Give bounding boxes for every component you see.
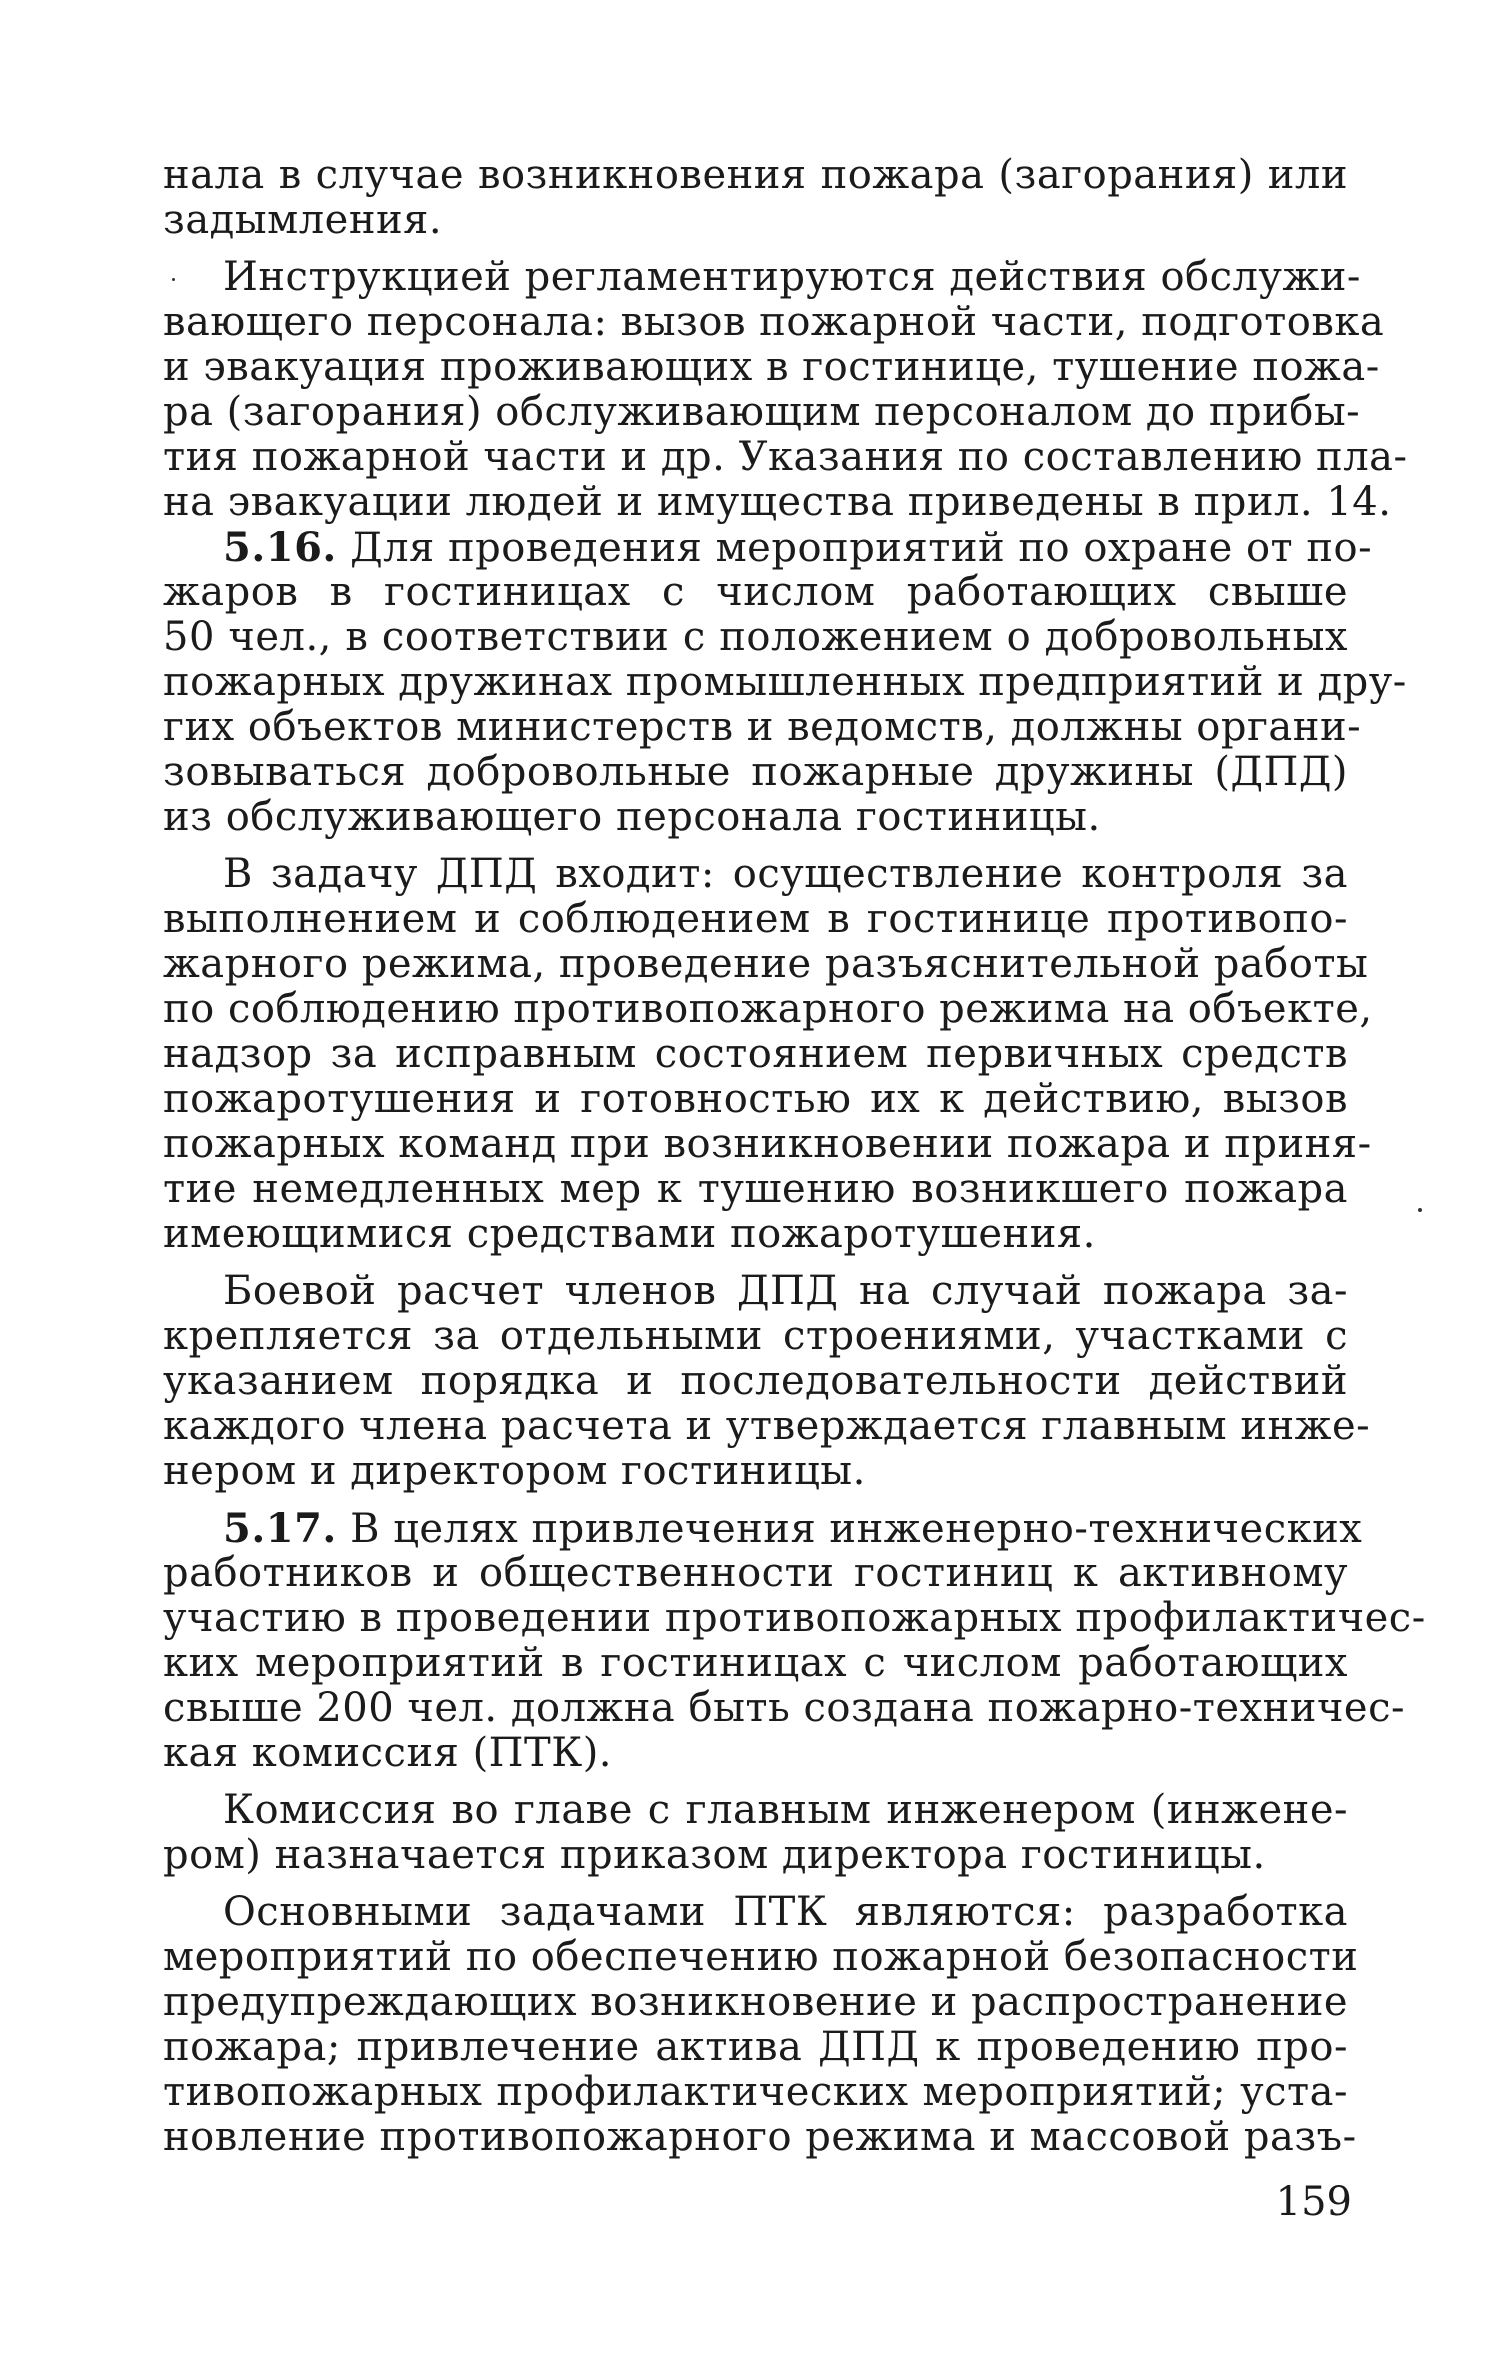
text-line: пожаротушения и готовностью их к действию, вызов: [163, 1076, 1348, 1122]
text-line: имеющимися средствами пожаротушения.: [163, 1211, 1096, 1257]
text-line: указанием порядка и последовательности действий: [163, 1358, 1348, 1404]
text-line: пожарных дружинах промышленных предприятий и дру-: [163, 659, 1407, 705]
text-line: Боевой расчет членов ДПД на случай пожара за-: [223, 1268, 1348, 1314]
page-number: 159: [1275, 2179, 1352, 2225]
text-line: кая комиссия (ПТК).: [163, 1730, 613, 1776]
section-5-16-first-line: [163, 524, 1373, 571]
text-line: работников и общественности гостиниц к активному: [163, 1550, 1348, 1596]
text-line: тия пожарной части и др. Указания по составлению пла-: [163, 434, 1408, 480]
text-line: задымления.: [163, 197, 443, 243]
text-line: гих объектов министерств и ведомств, должны органи-: [163, 704, 1362, 750]
text-line: зовываться добровольные пожарные дружины (ДПД): [163, 749, 1348, 795]
text-line: ром) назначается приказом директора гостиницы.: [163, 1832, 1266, 1878]
text-line: нала в случае возникновения пожара (загорания) или: [163, 152, 1348, 198]
text-line: Основными задачами ПТК являются: разработка: [223, 1889, 1348, 1935]
text-line: участию в проведении противопожарных профилактичес-: [163, 1595, 1426, 1641]
text-line: новление противопожарного режима и массовой разъ-: [163, 2114, 1357, 2160]
scan-speck: [1418, 1208, 1422, 1212]
text-line: свыше 200 чел. должна быть создана пожарно-техничес-: [163, 1685, 1405, 1731]
text-line: нером и директором гостиницы.: [163, 1448, 866, 1494]
text-line: ких мероприятий в гостиницах с числом работающих: [163, 1640, 1348, 1686]
section-number: 5.16.: [223, 524, 337, 571]
text-line: выполнением и соблюдением в гостинице противопо-: [163, 896, 1348, 942]
text-line: по соблюдению противопожарного режима на объекте,: [163, 986, 1373, 1032]
text-line: Комиссия во главе с главным инженером (инжене-: [223, 1787, 1348, 1833]
text-line: Инструкцией регламентируются действия обслужи-: [223, 254, 1361, 300]
text-line: пожарных команд при возникновении пожара и приня-: [163, 1121, 1372, 1167]
text-line: В задачу ДПД входит: осуществление контроля за: [223, 851, 1348, 897]
text-line: крепляется за отдельными строениями, участками с: [163, 1313, 1348, 1359]
text-line: В целях привлечения инженерно-технических: [350, 1506, 1363, 1552]
text-line: предупреждающих возникновение и распространение: [163, 1979, 1349, 2025]
text-line: на эвакуации людей и имущества приведены в прил. 14.: [163, 479, 1392, 525]
text-line: тие немедленных мер к тушению возникшего пожара: [163, 1166, 1348, 1212]
text-line: жарного режима, проведение разъяснительной работы: [163, 941, 1369, 987]
text-line: надзор за исправным состоянием первичных средств: [163, 1031, 1348, 1077]
text-line: пожара; привлечение актива ДПД к проведению про-: [163, 2024, 1348, 2070]
section-number: 5.17.: [223, 1505, 337, 1552]
text-line: вающего персонала: вызов пожарной части, подготовка: [163, 299, 1385, 345]
text-line: мероприятий по обеспечению пожарной безопасности: [163, 1934, 1359, 1980]
body-text: [163, 152, 1426, 2160]
text-line: каждого члена расчета и утверждается главным инже-: [163, 1403, 1371, 1449]
section-5-17-first-line: [163, 1505, 1363, 1552]
text-line: жаров в гостиницах с числом работающих свыше: [163, 569, 1348, 615]
text-line: из обслуживающего персонала гостиницы.: [163, 794, 1101, 840]
text-line: ра (загорания) обслуживающим персоналом до прибы-: [163, 389, 1361, 435]
text-line: и эвакуация проживающих в гостинице, тушение пожа-: [163, 344, 1380, 390]
text-line: Для проведения мероприятий по охране от по-: [350, 525, 1373, 571]
text-line: тивопожарных профилактических мероприятий; уста-: [163, 2069, 1348, 2115]
text-line: 50 чел., в соответствии с положением о добровольных: [163, 614, 1348, 660]
scan-speck: [172, 278, 175, 281]
